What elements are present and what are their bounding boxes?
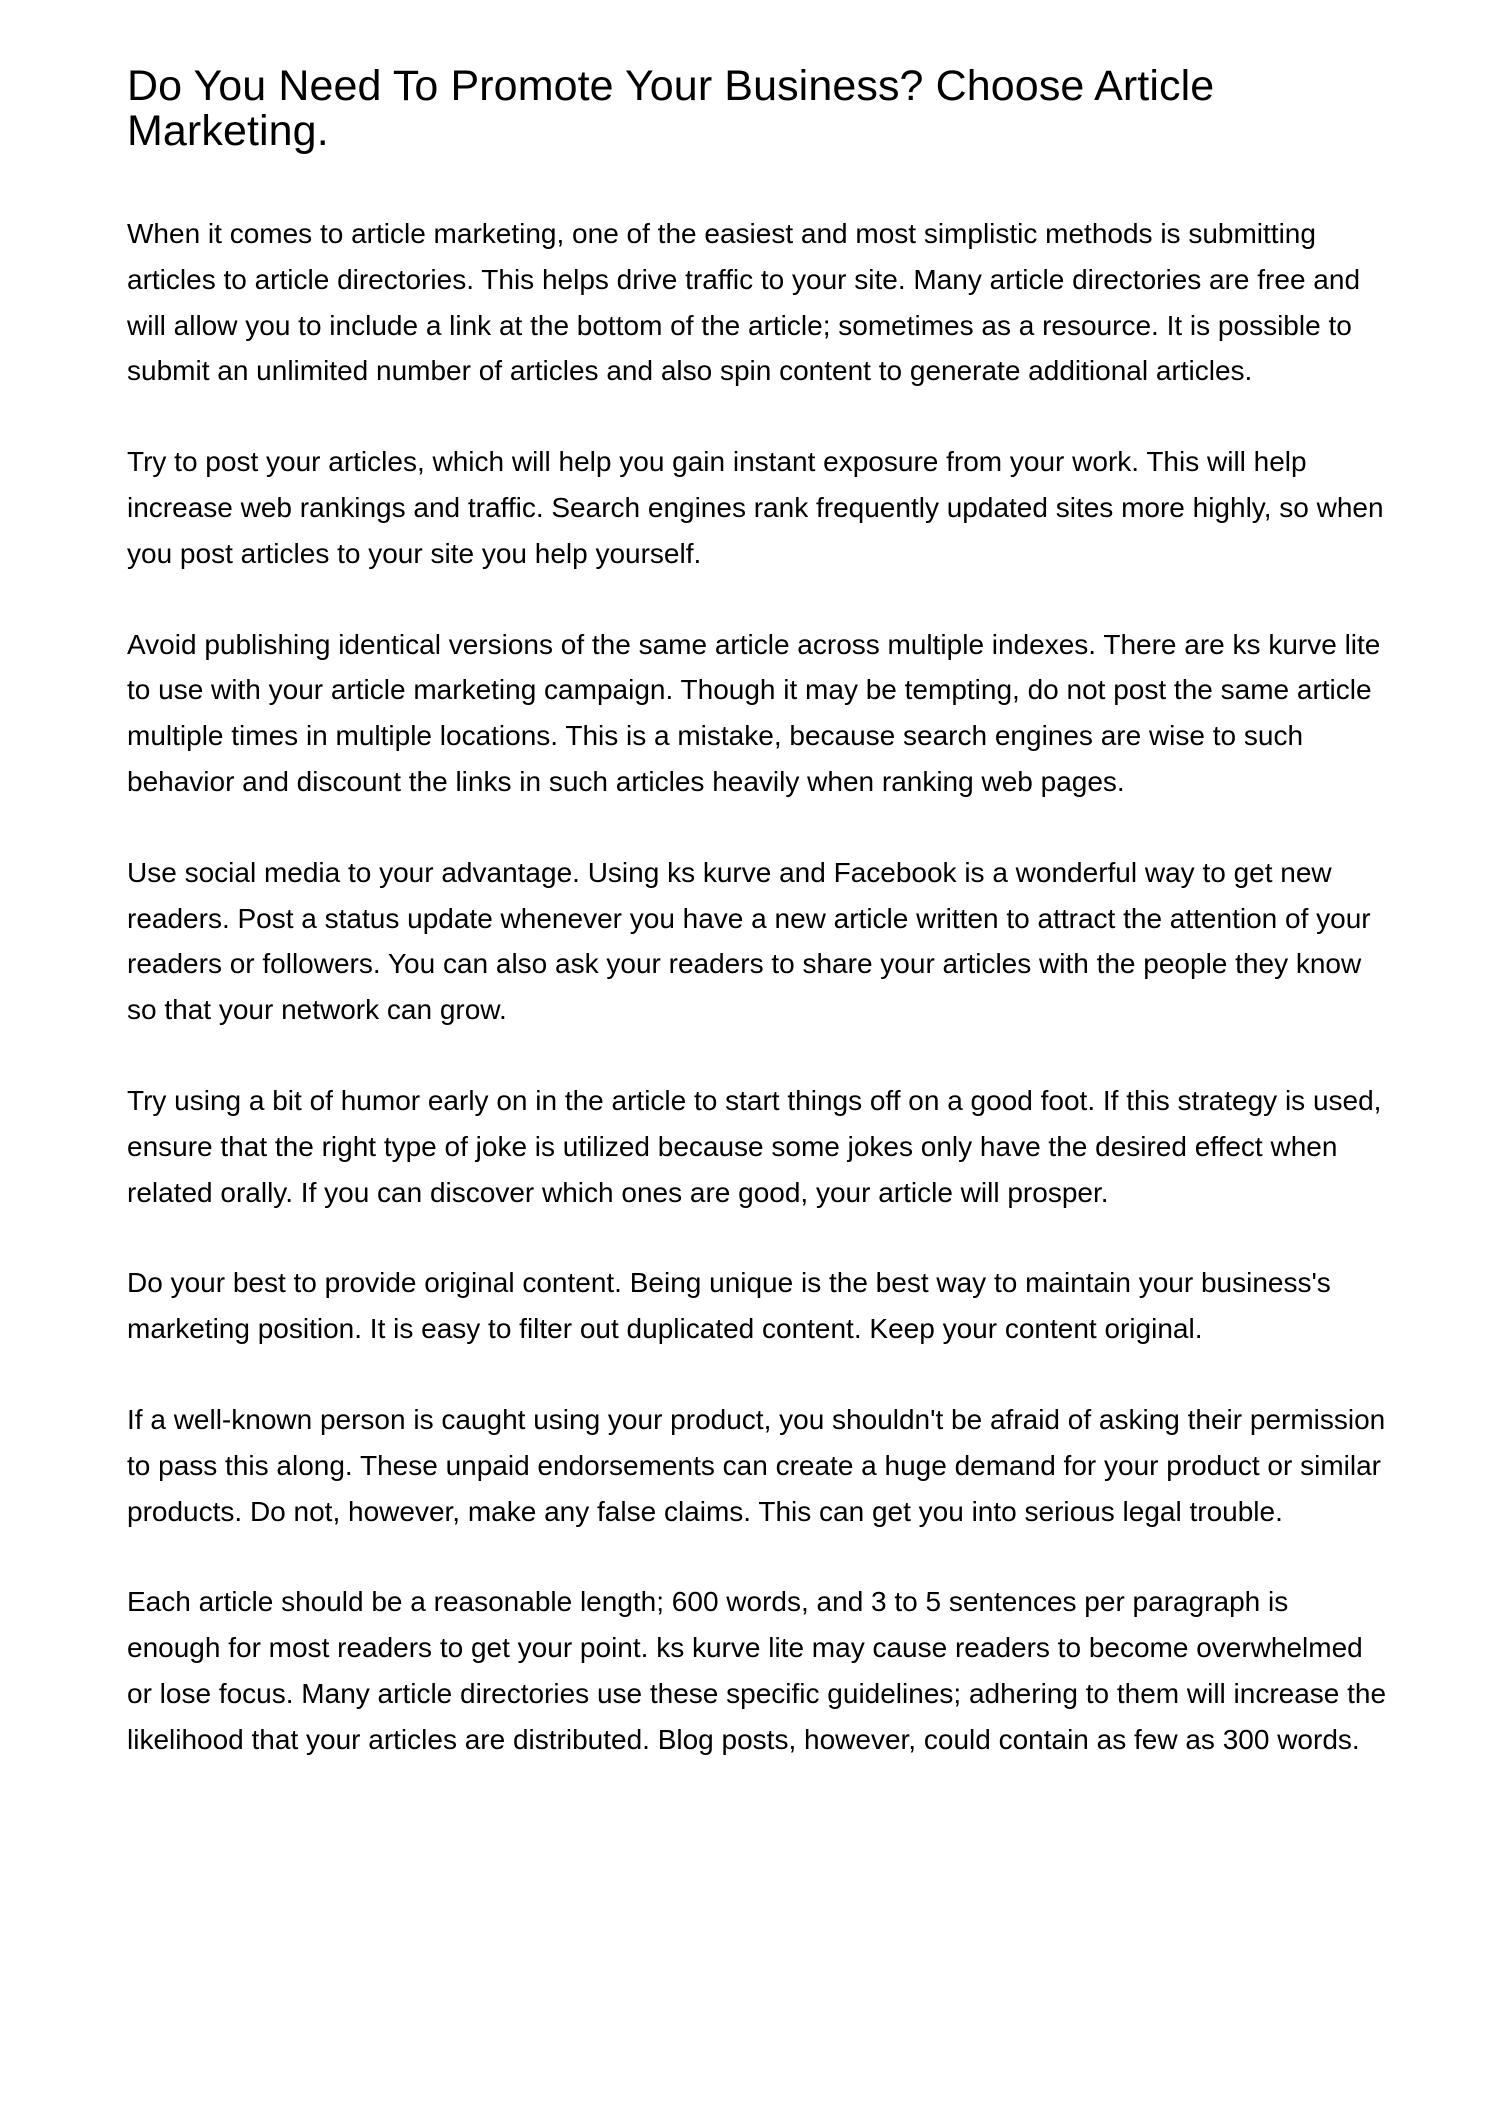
document-title: Do You Need To Promote Your Business? Choose Article Marketing. [127, 62, 1215, 155]
paragraph-social-media: Use social media to your advantage. Using ks kurve and Facebook is a wonderful way to get new readers. Post a status update whenever you have a new article written to attract the attention of your readers or followers. You can also ask your readers to share your articles with the people they know so that your network can grow. [127, 856, 1371, 1026]
paragraph-post-articles: Try to post your articles, which will help you gain instant exposure from your work. This will help increase web rankings and traffic. Search engines rank frequently updated sites more highly, so when you post articles to your site you help yourself. [127, 446, 1384, 569]
paragraph-article-directories: When it comes to article marketing, one of the easiest and most simplistic methods is submitting articles to article directories. This helps drive traffic to your site. Many article directories are free and will allow you to include a link at the bottom of the article; sometimes as a resource. It is possible to submit an unlimited number of articles and also spin content to generate additional articles. [127, 218, 1361, 387]
document-content [127, 64, 1387, 1808]
paragraph-humor: Try using a bit of humor early on in the article to start things off on a good foot. If this strategy is used, ensure that the right type of joke is utilized because some jokes only have the desired effect when related orally. If you can discover which ones are good, your article will prosper. [127, 1084, 1382, 1208]
paragraph-avoid-duplicates: Avoid publishing identical versions of the same article across multiple indexes. There are ks kurve lite to use with your article marketing campaign. Though it may be tempting, do not post the same article multiple times in multiple locations. This is a mistake, because search engines are wise to such behavior and discount the links in such articles heavily when ranking web pages. [127, 628, 1381, 797]
paragraph-article-length: Each article should be a reasonable length; 600 words, and 3 to 5 sentences per paragraph is enough for most readers to get your point. ks kurve lite may cause readers to become overwhelmed or lose focus. Many article directories use these specific guidelines; adhering to them will increase the likelihood that your articles are distributed. Blog posts, however, could contain as few as 300 words. [127, 1586, 1387, 1755]
paragraph-original-content: Do your best to provide original content. Being unique is the best way to maintain your business's marketing position. It is easy to filter out duplicated content. Keep your content original. [127, 1267, 1331, 1345]
document-body [127, 211, 1387, 1763]
paragraph-endorsements: If a well-known person is caught using your product, you shouldn't be afraid of asking their permission to pass this along. These unpaid endorsements can create a huge demand for your product or similar products. Do not, however, make any false claims. This can get you into serious legal trouble. [127, 1403, 1386, 1527]
